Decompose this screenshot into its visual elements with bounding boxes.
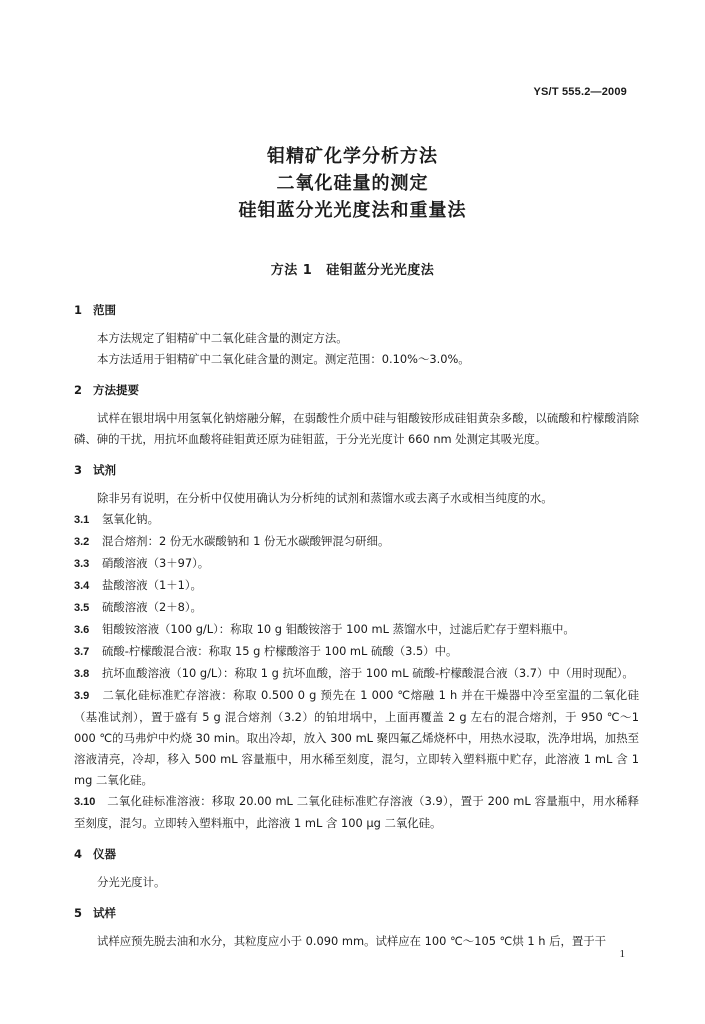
section-title: 试样 bbox=[93, 906, 116, 920]
section-number: 2 bbox=[74, 383, 83, 397]
section-number: 4 bbox=[74, 847, 83, 861]
section-heading-reagents bbox=[74, 460, 639, 481]
section-number: 1 bbox=[74, 303, 83, 317]
paragraph: 除非另有说明，在分析中仅使用确认为分析纯的试剂和蒸馏水或去离子水或相当纯度的水。 bbox=[97, 491, 553, 505]
item-text: 混合熔剂：2 份无水碳酸钠和 1 份无水碳酸钾混匀研细。 bbox=[102, 534, 390, 548]
section-title: 方法提要 bbox=[93, 383, 139, 397]
section-title: 仪器 bbox=[93, 847, 116, 861]
item-number: 3.6 bbox=[74, 624, 90, 636]
item-text: 二氧化硅标准贮存溶液：称取 0.500 0 g 预先在 1 000 ℃熔融 1 h 并在干燥器中冷至室温的二氧化硅（基准试剂），置于盛有 5 g 混合熔剂（3.2）的铂坩埚中，上面再覆盖 2 g 左右的混合熔剂，于 950 ℃～1 000 ℃的马弗炉中灼烧 30 min。取出冷却，放入 300 mL 聚四氟乙烯烧杯中，用热水浸取，洗净坩埚，加热至溶液清亮，冷却，移入 500 mL 容量瓶中，用水稀至刻度，混匀，立即转入塑料瓶中贮存，此溶液 1 mL 含 1 mg 二氧化硅。 bbox=[74, 688, 639, 787]
item-number: 3.4 bbox=[74, 580, 90, 592]
paragraph: 试样在银坩埚中用氢氧化钠熔融分解，在弱酸性介质中硅与钼酸铵形成硅钼黄杂多酸，以硫酸和柠檬酸消除磷、砷的干扰，用抗坏血酸将硅钼黄还原为硅钼蓝，于分光光度计 660 nm 处测定其吸光度。 bbox=[74, 411, 639, 446]
item-text: 盐酸溶液（1＋1）。 bbox=[102, 578, 202, 592]
item-number: 3.2 bbox=[74, 536, 90, 548]
item-text: 硫酸-柠檬酸混合液：称取 15 g 柠檬酸溶于 100 mL 硫酸（3.5）中。 bbox=[102, 644, 458, 658]
item-number: 3.9 bbox=[74, 690, 90, 702]
title-line-1: 钼精矿化学分析方法 bbox=[267, 146, 438, 167]
item-number: 3.10 bbox=[74, 796, 96, 808]
reagent-item bbox=[74, 791, 639, 834]
section-number: 3 bbox=[74, 463, 83, 477]
paragraph: 本方法适用于钼精矿中二氧化硅含量的测定。测定范围：0.10%～3.0%。 bbox=[97, 352, 470, 366]
paragraph: 试样应预先脱去油和水分，其粒度应小于 0.090 mm。试样应在 100 ℃～105 ℃烘 1 h 后，置于干 bbox=[97, 934, 607, 948]
reagent-item bbox=[74, 663, 639, 685]
item-text: 抗坏血酸溶液（10 g/L）：称取 1 g 抗坏血酸，溶于 100 mL 硫酸-柠檬酸混合液（3.7）中（用时现配）。 bbox=[102, 666, 634, 680]
reagent-item bbox=[74, 575, 639, 597]
section-title: 范围 bbox=[93, 303, 116, 317]
paragraph: 本方法规定了钼精矿中二氧化硅含量的测定方法。 bbox=[97, 331, 348, 345]
section-number: 5 bbox=[74, 906, 83, 920]
section-heading-scope bbox=[74, 300, 639, 321]
reagent-item bbox=[74, 553, 639, 575]
item-number: 3.5 bbox=[74, 602, 90, 614]
item-number: 3.8 bbox=[74, 668, 90, 680]
item-text: 钼酸铵溶液（100 g/L）：称取 10 g 钼酸铵溶于 100 mL 蒸馏水中，过滤后贮存于塑料瓶中。 bbox=[102, 622, 575, 636]
reagent-item bbox=[74, 641, 639, 663]
document-title bbox=[0, 143, 705, 224]
item-text: 二氧化硅标准溶液：移取 20.00 mL 二氧化硅标准贮存溶液（3.9），置于 200 mL 容量瓶中，用水稀释至刻度，混匀。立即转入塑料瓶中，此溶液 1 mL 含 100 μg 二氧化硅。 bbox=[74, 794, 639, 830]
section-heading-apparatus bbox=[74, 844, 639, 865]
title-line-2: 二氧化硅量的测定 bbox=[276, 173, 429, 194]
title-line-3: 硅钼蓝分光光度法和重量法 bbox=[238, 200, 467, 221]
method-label: 方法 1 bbox=[270, 263, 313, 278]
reagent-item bbox=[74, 597, 639, 619]
item-number: 3.7 bbox=[74, 646, 90, 658]
page-number: 1 bbox=[619, 948, 625, 960]
document-body bbox=[74, 300, 639, 952]
method-name: 硅钼蓝分光光度法 bbox=[326, 263, 435, 278]
section-title: 试剂 bbox=[93, 463, 116, 477]
item-text: 氢氧化钠。 bbox=[102, 512, 159, 526]
item-number: 3.1 bbox=[74, 514, 90, 526]
item-number: 3.3 bbox=[74, 558, 90, 570]
reagent-item bbox=[74, 531, 639, 553]
item-text: 硝酸溶液（3＋97）。 bbox=[102, 556, 210, 570]
paragraph: 分光光度计。 bbox=[97, 875, 166, 889]
reagent-item bbox=[74, 509, 639, 531]
section-heading-principle bbox=[74, 380, 639, 401]
reagent-item bbox=[74, 619, 639, 641]
method-heading bbox=[0, 259, 705, 278]
standard-code: YS/T 555.2—2009 bbox=[533, 86, 627, 98]
item-text: 硫酸溶液（2＋8）。 bbox=[102, 600, 202, 614]
section-heading-sample bbox=[74, 903, 639, 924]
reagent-item bbox=[74, 685, 639, 791]
